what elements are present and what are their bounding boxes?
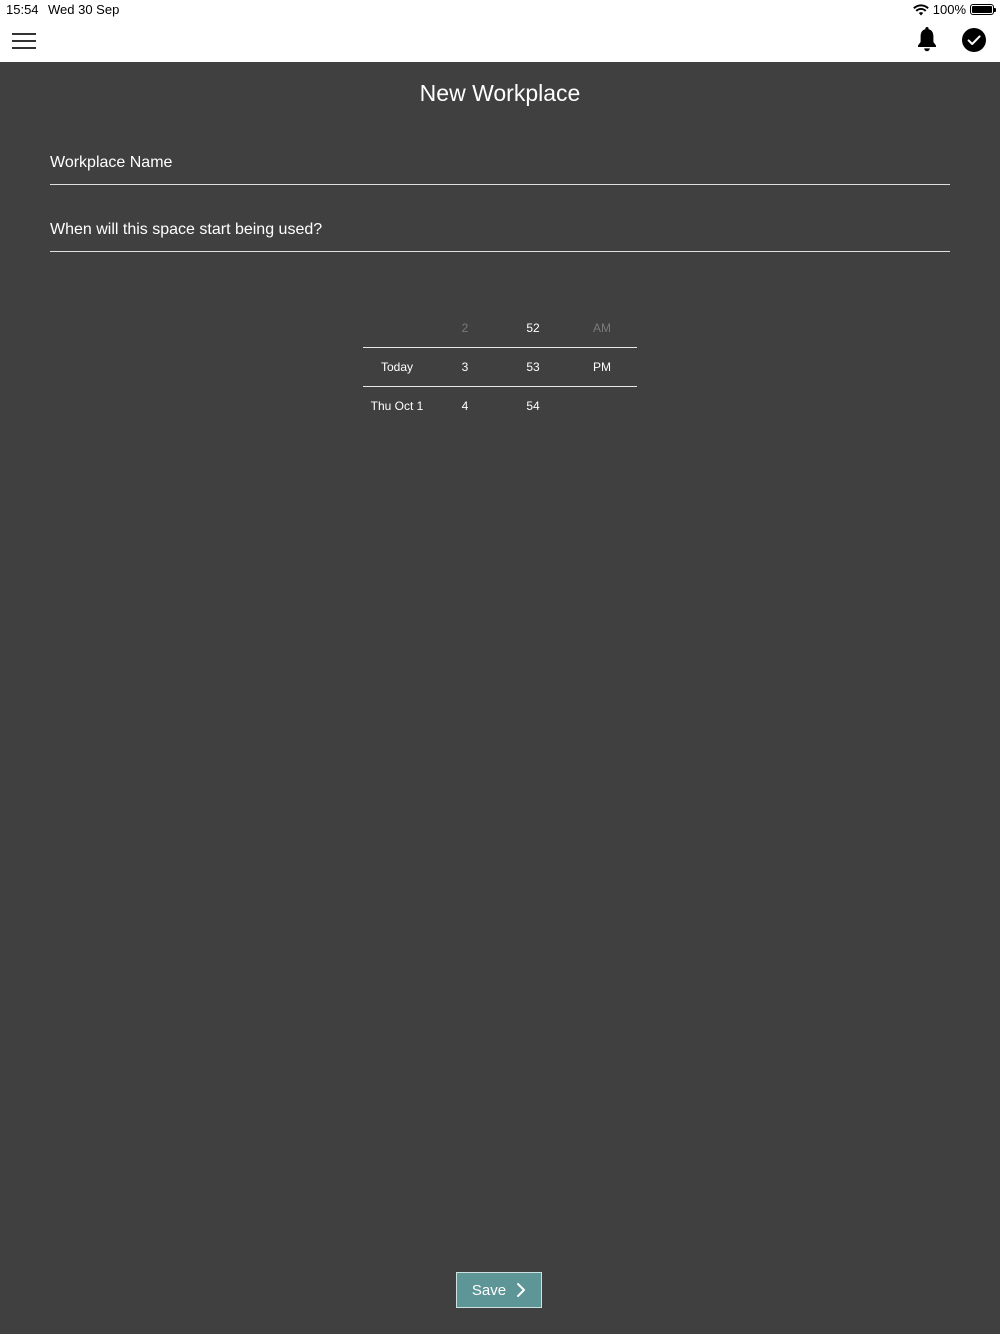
picker-ampm-prev: AM (593, 321, 611, 335)
workplace-name-label: Workplace Name (50, 154, 173, 171)
start-date-label: When will this space start being used? (50, 221, 323, 238)
save-button-label: Save (471, 1281, 507, 1299)
picker-minute-next: 54 (526, 399, 540, 413)
picker-ampm-column[interactable] (567, 310, 637, 425)
save-button[interactable] (456, 1272, 542, 1308)
picker-hour-next: 4 (461, 399, 469, 413)
picker-hour-column[interactable] (431, 310, 499, 425)
hamburger-menu-icon[interactable] (12, 33, 36, 49)
datetime-picker[interactable] (363, 310, 637, 425)
status-time: 15:54 (6, 2, 39, 17)
workplace-name-field[interactable] (50, 154, 950, 185)
wifi-icon (913, 4, 929, 16)
checkmark-icon[interactable] (962, 28, 986, 52)
start-date-field[interactable] (50, 221, 950, 252)
bell-icon[interactable] (913, 26, 941, 54)
status-date: Wed 30 Sep (48, 2, 120, 17)
picker-date-selected: Today (380, 360, 414, 374)
chevron-right-icon (516, 1282, 526, 1298)
picker-hour-prev: 2 (461, 321, 469, 335)
picker-date-column[interactable] (363, 310, 431, 425)
battery-icon (970, 4, 994, 15)
top-bar (0, 0, 1000, 62)
picker-hour-selected: 3 (461, 360, 469, 374)
status-indicators (913, 2, 994, 17)
picker-ampm-selected: PM (593, 360, 611, 374)
battery-percent: 100% (932, 2, 966, 17)
picker-minute-prev: 52 (526, 321, 540, 335)
picker-minute-column[interactable] (499, 310, 567, 425)
picker-date-next: Thu Oct 1 (370, 399, 424, 413)
page-title: New Workplace (419, 80, 581, 106)
picker-minute-selected: 53 (526, 360, 540, 374)
